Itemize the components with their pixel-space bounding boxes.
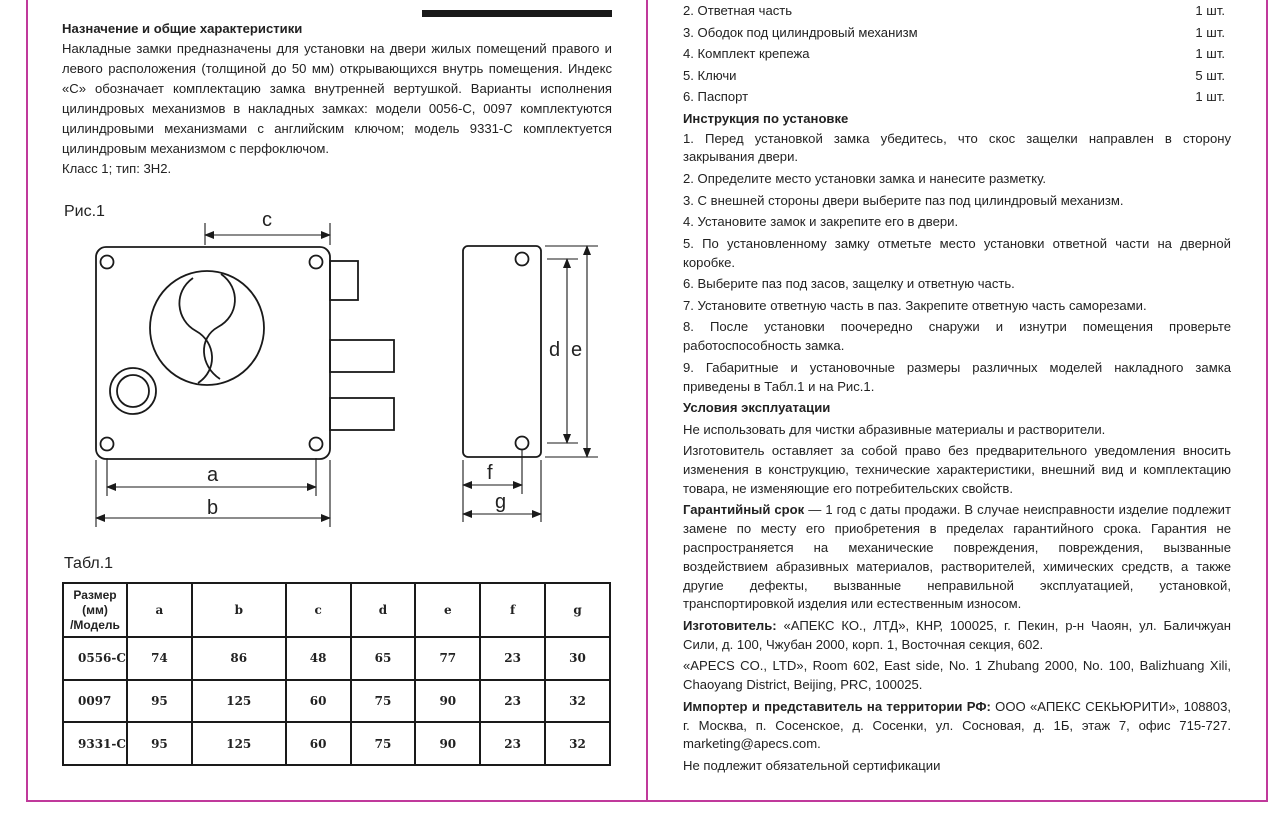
table-header-cell: d [351, 583, 416, 637]
importer-paragraph: Импортер и представитель на территории РФ: ООО «АПЕКС СЕКЬЮРИТИ», 108803, г. Москва, п. Сосенское, д. Сосенки, ул. Сосновая, д. 1Б, этаж 7, офис 715-727. marketing@apecs.com. [683, 698, 1231, 752]
contents-item: 4. Комплект крепежа 1 шт. [683, 46, 1225, 62]
thumb-turn-knob [150, 271, 264, 385]
table-row: 9331-С 95 125 60 75 90 23 32 [63, 722, 610, 765]
contents-item: 6. Паспорт 1 шт. [683, 89, 1225, 105]
contents-item: 2. Ответная часть 1 шт. [683, 3, 1225, 18]
install-heading: Инструкция по установке [683, 110, 849, 126]
install-step: 7. Установите ответную часть в паз. Закрепите ответную часть саморезами. [683, 297, 1147, 313]
cylinder-inner [117, 375, 149, 407]
screw-hole-icon [101, 438, 114, 451]
lock-side-body [463, 246, 541, 457]
table-header-cell: b [192, 583, 286, 637]
install-step: 4. Установите замок и закрепите его в двери. [683, 214, 959, 230]
usage-disclaimer: Изготовитель оставляет за собой право без предварительного уведомления вносить изменения в конструкцию, технические характеристики, внешний вид и комплектацию товара, не изменяющие его потребительских свойств. [683, 443, 1231, 496]
contents-item: 5. Ключи 5 шт. [683, 67, 1225, 83]
manufacturer-latin: «APECS CO., LTD», Room 602, East side, No. 1 Zhubang 2000, No. 100, Balizhuang Xili, Chaoyang District, Beijing, PRC, 100025. [683, 658, 1231, 693]
table-row: 0097 95 125 60 75 90 23 32 [63, 680, 610, 723]
usage-heading: Условия эксплуатации [683, 400, 831, 416]
intro-text: Накладные замки предназначены для установки на двери жилых помещений правого и левого расположения (толщиной до 50 мм) открывающихся внутрь помещения. Индекс «С» обозначает комплектацию замка внутренней вертушкой. Варианты исполнения цилиндровых механизмов в накладных замках: модели 0056-С, 0097 комплектуются цилиндровыми механизмами с английским ключом; модель 9331-С комплектуется цилиндровым механизмом с перфоключом. [62, 41, 612, 156]
bolt-stub-upper [330, 340, 394, 372]
table-header-model: Размер (мм) /Модель [63, 583, 127, 637]
install-step: 8. После установки поочередно снаружи и изнутри помещения проверьте работоспособность замка. [683, 319, 1231, 354]
latch-stub [330, 261, 358, 300]
screw-hole-icon [310, 256, 323, 269]
dim-label-d: d [549, 339, 561, 361]
table-header-cell: g [545, 583, 610, 637]
screw-hole-icon [516, 437, 529, 450]
screw-hole-icon [310, 438, 323, 451]
table-header-cell: c [286, 583, 351, 637]
table-header-cell: e [415, 583, 480, 637]
contents-item: 3. Ободок под цилиндровый механизм 1 шт. [683, 24, 1225, 40]
install-step: 1. Перед установкой замка убедитесь, что скос защелки направлен в сторону закрывания двери. [683, 130, 1231, 165]
lock-drawing [0, 0, 644, 560]
install-step: 9. Габаритные и установочные размеры различных моделей накладного замка приведены в Табл.1 и на Рис.1. [683, 359, 1231, 394]
lock-front-body [96, 247, 330, 459]
dimensions-table [62, 582, 611, 766]
bolt-stub-lower [330, 398, 394, 430]
intro-heading: Назначение и общие характеристики [62, 21, 303, 36]
intro-class-line: Класс 1; тип: 3Н2. [62, 161, 172, 176]
manufacturer-paragraph: Изготовитель: «АПЕКС КО., ЛТД», КНР, 100025, г. Пекин, р-н Чаоян, ул. Баличжуан Сили, д. 100, Чжубан 2000, корп. 1, Восточная секция, 602. [683, 618, 1231, 652]
table-header-row [63, 583, 610, 637]
screw-hole-icon [516, 253, 529, 266]
install-step: 2. Определите место установки замка и нанесите разметку. [683, 170, 1046, 186]
install-step: 6. Выберите паз под засов, защелку и ответную часть. [683, 276, 1015, 292]
dim-label-a: a [207, 464, 219, 486]
dim-label-e: e [571, 339, 583, 361]
dim-label-b: b [207, 497, 219, 519]
figure-label: Рис.1 [64, 203, 105, 220]
table-header-cell: f [480, 583, 545, 637]
install-step: 5. По установленному замку отметьте место установки ответной части на дверной коробке. [683, 235, 1231, 270]
certification-note: Не подлежит обязательной сертификации [683, 758, 941, 774]
table-row: 0556-С 74 86 48 65 77 23 30 [63, 637, 610, 680]
right-column [683, 0, 1231, 776]
dim-label-f: f [487, 462, 493, 484]
dim-label-g: g [495, 491, 507, 513]
warranty-paragraph: Гарантийный срок — 1 год с даты продажи. В случае неисправности изделие подлежит замене по месту его приобретения в пределах гарантийного срока. Гарантия не распространяется на механические повреждения, повреждения, вызванные воздействием абразивных материалов, растворителей, химических средств, а также другие дефекты, вызванные неправильной эксплуатацией, установкой, транспортировкой изделия или естественным износом. [683, 502, 1231, 612]
usage-line: Не использовать для чистки абразивные материалы и растворители. [683, 421, 1106, 437]
screw-hole-icon [101, 256, 114, 269]
table-header-cell: a [127, 583, 192, 637]
dim-label-c: c [262, 209, 272, 231]
table-label: Табл.1 [64, 555, 114, 572]
install-step: 3. С внешней стороны двери выберите паз под цилиндровый механизм. [683, 192, 1124, 208]
